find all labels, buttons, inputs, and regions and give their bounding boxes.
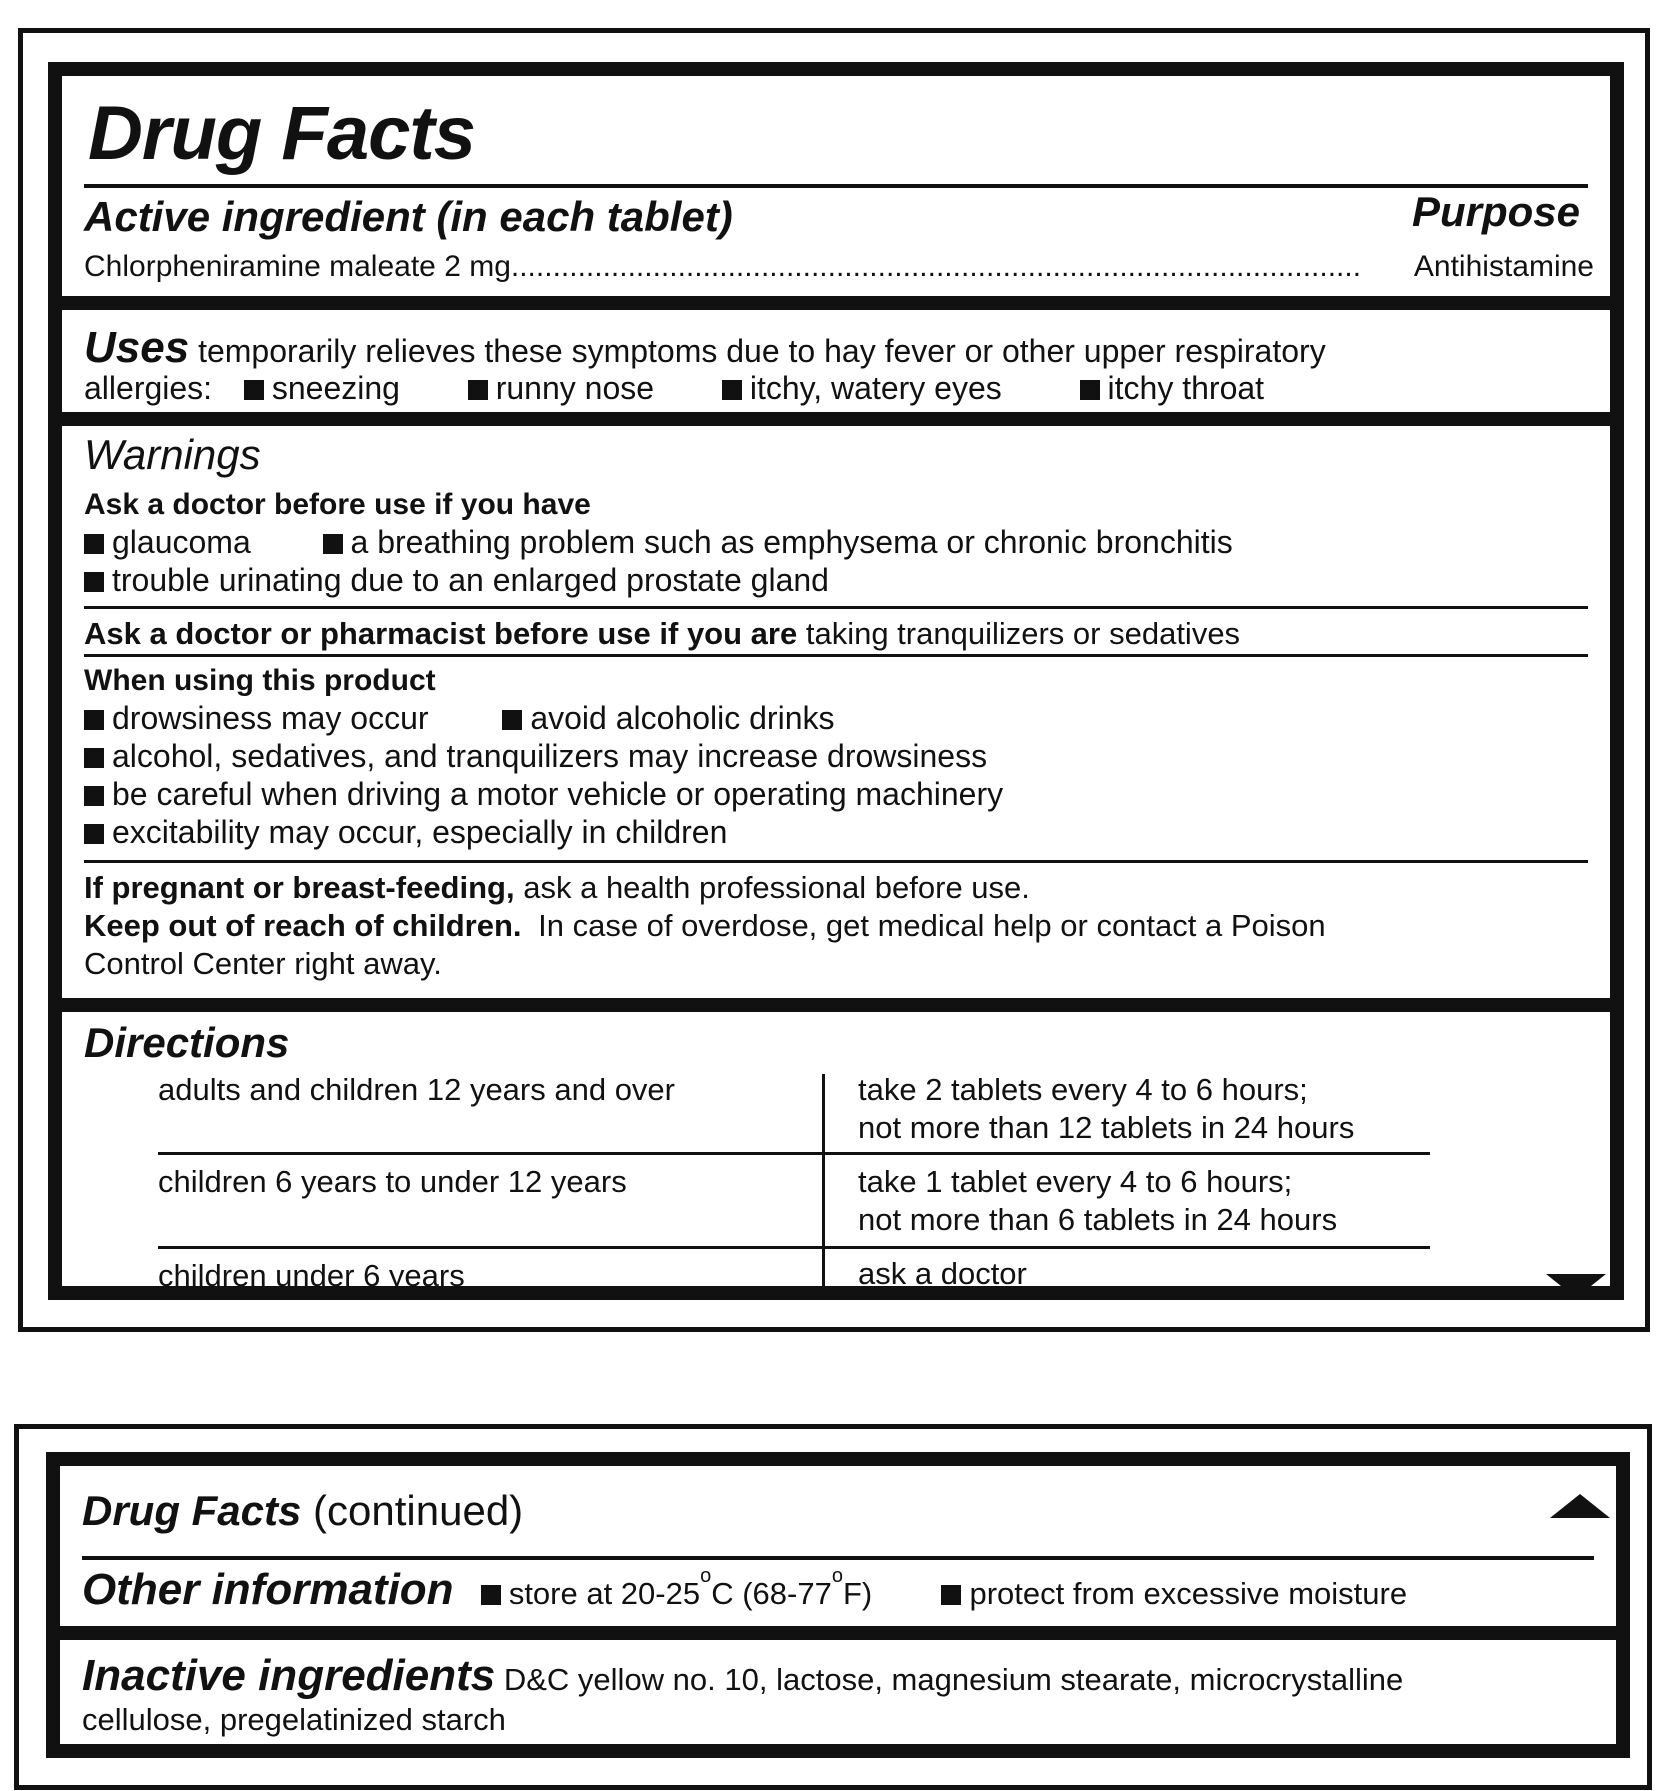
warnings-heading: Warnings — [84, 431, 261, 478]
bullet-icon — [502, 710, 522, 730]
keep-out-line2: Control Center right away. — [84, 946, 442, 981]
uses-item: itchy, watery eyes — [749, 370, 1002, 406]
bullet-icon — [84, 786, 104, 806]
section-band — [62, 998, 1610, 1012]
uses-prefix: allergies: — [84, 370, 213, 406]
continued-title — [82, 1487, 524, 1534]
directions-row-dose: not more than 6 tablets in 24 hours — [858, 1202, 1338, 1237]
bullet-icon — [84, 748, 104, 768]
directions-row-who: children under 6 years — [158, 1258, 465, 1293]
section-band — [62, 296, 1610, 310]
bullet-icon — [84, 572, 104, 592]
bullet-icon — [481, 1585, 501, 1605]
inactive-ingredients-text: D&C yellow no. 10, lactose, magnesium stearate, microcrystalline — [503, 1662, 1404, 1697]
bullet-icon — [323, 534, 343, 554]
directions-row-divider — [158, 1152, 1430, 1155]
when-using-item: be careful when driving a motor vehicle or operating machinery — [112, 776, 1004, 812]
uses-line1 — [84, 323, 1326, 372]
active-ingredient-name: Chlorpheniramine maleate 2 mg — [84, 252, 511, 282]
uses-intro: temporarily relieves these symptoms due to hay fever or other upper respiratory — [198, 333, 1326, 369]
inactive-ingredients-line1 — [82, 1651, 1404, 1700]
warnings-divider — [84, 606, 1588, 609]
pregnant-text: ask a health professional before use. — [523, 870, 1030, 905]
keep-out-text: In case of overdose, get medical help or contact a Poison — [538, 908, 1326, 943]
when-using-line1 — [84, 702, 834, 734]
warnings-divider — [84, 654, 1588, 657]
bullet-icon — [468, 380, 488, 400]
when-using-line4 — [84, 816, 727, 848]
continued-title-bold: Drug Facts — [82, 1487, 302, 1534]
uses-item: runny nose — [495, 370, 655, 406]
purpose-heading: Purpose — [1411, 188, 1580, 235]
ask-doctor-line2 — [84, 564, 829, 596]
directions-heading: Directions — [84, 1019, 290, 1066]
drug-facts-panel — [48, 62, 1624, 1300]
store-text-c: C (68-77 — [711, 1576, 832, 1611]
directions-row-who: children 6 years to under 12 years — [158, 1164, 627, 1199]
directions-column-divider — [822, 1074, 825, 1300]
directions-row-divider — [158, 1246, 1430, 1249]
when-using-line3 — [84, 778, 1003, 810]
bullet-icon — [84, 824, 104, 844]
continued-down-arrow-icon — [1546, 1274, 1606, 1298]
ask-doctor-item: a breathing problem such as emphysema or chronic bronchitis — [350, 524, 1233, 560]
ask-doctor-heading: Ask a doctor before use if you have — [84, 488, 591, 521]
uses-line2 — [84, 372, 1264, 404]
dot-leader: ...................................................................................................... — [510, 252, 1362, 282]
pregnant-bold: If pregnant or breast-feeding, — [84, 870, 515, 905]
store-text-f: F) — [842, 1576, 873, 1611]
ask-pharmacist-line — [84, 618, 1240, 649]
directions-row-dose: not more than 12 tablets in 24 hours — [858, 1110, 1355, 1145]
when-using-item: alcohol, sedatives, and tranquilizers may increase drowsiness — [112, 738, 988, 774]
inactive-ingredients-heading: Inactive ingredients — [82, 1651, 496, 1700]
active-ingredient-row — [84, 252, 1594, 282]
degree-symbol: o — [831, 1565, 843, 1587]
bullet-icon — [84, 710, 104, 730]
directions-row-dose: take 1 tablet every 4 to 6 hours; — [858, 1164, 1293, 1199]
when-using-item: drowsiness may occur — [112, 700, 429, 736]
pregnant-line — [84, 872, 1030, 903]
continued-up-arrow-icon — [1550, 1494, 1610, 1518]
drug-facts-continued-panel — [46, 1452, 1630, 1758]
bullet-icon — [244, 380, 264, 400]
ask-pharmacist-bold: Ask a doctor or pharmacist before use if you are — [84, 616, 798, 651]
ask-doctor-item: trouble urinating due to an enlarged prostate gland — [112, 562, 829, 598]
bullet-icon — [722, 380, 742, 400]
directions-row-dose: ask a doctor — [858, 1256, 1027, 1291]
other-information-heading: Other information — [82, 1565, 454, 1614]
ask-pharmacist-text: taking tranquilizers or sedatives — [805, 616, 1241, 651]
keep-out-bold: Keep out of reach of children. — [84, 908, 522, 943]
directions-row-dose: take 2 tablets every 4 to 6 hours; — [858, 1072, 1308, 1107]
page-title: Drug Facts — [88, 91, 475, 176]
when-using-heading: When using this product — [84, 664, 436, 697]
uses-item: itchy throat — [1107, 370, 1265, 406]
protect-text: protect from excessive moisture — [969, 1576, 1408, 1611]
section-band — [62, 412, 1610, 426]
other-information-line — [82, 1565, 1408, 1614]
warnings-divider — [84, 860, 1588, 863]
active-ingredient-purpose: Antihistamine — [1413, 252, 1594, 282]
uses-heading: Uses — [84, 323, 190, 372]
continued-title-rest: (continued) — [313, 1487, 524, 1534]
store-text: store at 20-25 — [508, 1576, 701, 1611]
directions-row-who: adults and children 12 years and over — [158, 1072, 675, 1107]
keep-out-line — [84, 910, 1326, 941]
ask-doctor-line1 — [84, 526, 1233, 558]
when-using-item: avoid alcoholic drinks — [530, 700, 835, 736]
ask-doctor-item: glaucoma — [112, 524, 251, 560]
when-using-line2 — [84, 740, 987, 772]
title-divider — [84, 184, 1588, 188]
uses-item: sneezing — [271, 370, 400, 406]
bullet-icon — [84, 534, 104, 554]
bullet-icon — [1080, 380, 1100, 400]
section-band — [60, 1626, 1616, 1640]
inactive-ingredients-line2: cellulose, pregelatinized starch — [82, 1702, 506, 1737]
active-ingredient-heading: Active ingredient (in each tablet) — [84, 193, 733, 240]
continued-title-divider — [82, 1556, 1594, 1560]
degree-symbol: o — [700, 1565, 712, 1587]
when-using-item: excitability may occur, especially in children — [112, 814, 728, 850]
bullet-icon — [941, 1585, 961, 1605]
